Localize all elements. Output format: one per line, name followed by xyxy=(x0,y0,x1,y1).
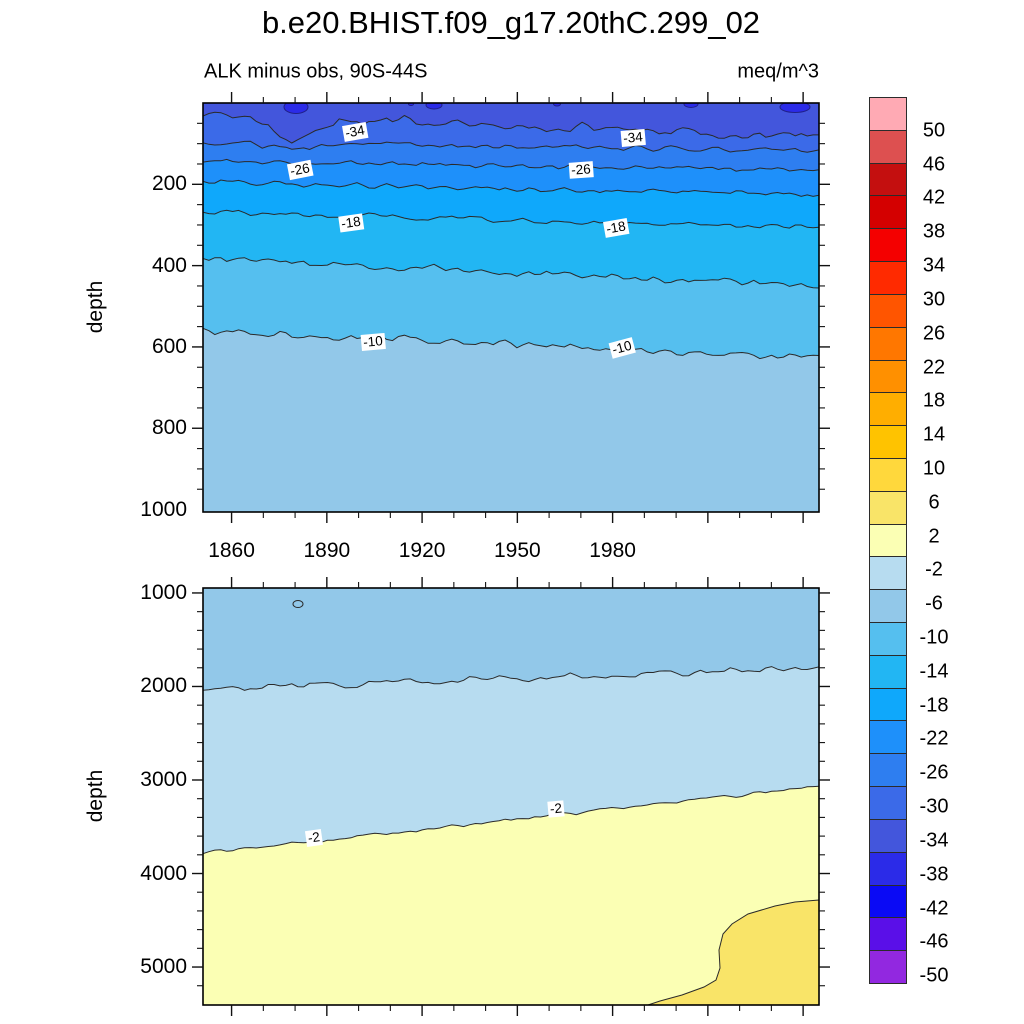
plot-title: b.e20.BHIST.f09_g17.20thC.299_02 xyxy=(261,5,761,40)
y-axis-title-upper: depth xyxy=(84,280,107,334)
colorbar-box xyxy=(869,294,907,328)
y-tick-label: 5000 xyxy=(140,955,187,979)
colorbar-label: 18 xyxy=(922,389,946,412)
colorbar-label: -14 xyxy=(919,660,949,683)
colorbar-box xyxy=(869,360,907,394)
colorbar-box xyxy=(869,195,907,229)
colorbar-label: -30 xyxy=(919,795,949,818)
colorbar-label: -50 xyxy=(919,964,949,987)
contour-label: -10 xyxy=(361,333,386,351)
colorbar-label: -46 xyxy=(919,930,949,953)
colorbar-box xyxy=(869,163,907,197)
colorbar-box xyxy=(869,524,907,558)
colorbar-box xyxy=(869,819,907,853)
y-tick-label: 1000 xyxy=(140,497,187,521)
colorbar xyxy=(869,97,907,984)
colorbar-label: 2 xyxy=(928,525,940,548)
colorbar-label: 30 xyxy=(922,288,946,311)
colorbar-label: 38 xyxy=(922,220,946,243)
x-tick-label: 1890 xyxy=(303,539,351,562)
contour-label: -2 xyxy=(547,800,564,817)
colorbar-box xyxy=(869,950,907,984)
colorbar-box xyxy=(869,622,907,656)
colorbar-label: 34 xyxy=(922,254,946,277)
colorbar-box xyxy=(869,327,907,361)
y-tick-label: 2000 xyxy=(140,674,187,698)
contour-label: -18 xyxy=(338,213,364,232)
colorbar-label: 6 xyxy=(928,491,940,514)
y-tick-label: 4000 xyxy=(140,861,187,885)
colorbar-box xyxy=(869,589,907,623)
colorbar-box xyxy=(869,491,907,525)
colorbar-label: -10 xyxy=(919,626,949,649)
colorbar-label: -42 xyxy=(919,897,949,920)
x-tick-label: 1920 xyxy=(398,539,446,562)
colorbar-box xyxy=(869,917,907,951)
contour-label: -26 xyxy=(569,161,594,179)
panel-deep-ocean xyxy=(203,588,819,1008)
contour-label: -34 xyxy=(342,122,368,142)
colorbar-label: -6 xyxy=(925,592,943,615)
contour-label: -26 xyxy=(287,160,313,180)
colorbar-box xyxy=(869,392,907,426)
y-tick-label: 3000 xyxy=(140,767,187,791)
x-tick-label: 1950 xyxy=(493,539,541,562)
colorbar-box xyxy=(869,261,907,295)
colorbar-box xyxy=(869,852,907,886)
colorbar-box xyxy=(869,130,907,164)
colorbar-box xyxy=(869,228,907,262)
colorbar-box xyxy=(869,720,907,754)
colorbar-label: -26 xyxy=(919,761,949,784)
colorbar-label: 50 xyxy=(922,119,946,142)
colorbar-label: 14 xyxy=(922,423,946,446)
y-tick-label: 800 xyxy=(151,416,187,440)
contour-label: -2 xyxy=(305,829,323,847)
colorbar-label: 42 xyxy=(922,186,946,209)
colorbar-label: -2 xyxy=(925,558,943,581)
y-tick-label: 400 xyxy=(151,253,187,277)
colorbar-label: 22 xyxy=(922,356,946,379)
colorbar-box xyxy=(869,458,907,492)
contour-label: -18 xyxy=(603,218,629,238)
colorbar-box xyxy=(869,885,907,919)
colorbar-label: -34 xyxy=(919,829,949,852)
colorbar-box xyxy=(869,655,907,689)
colorbar-box xyxy=(869,688,907,722)
colorbar-box xyxy=(869,556,907,590)
colorbar-label: -18 xyxy=(919,694,949,717)
y-tick-label: 200 xyxy=(151,172,187,196)
contour-label: -10 xyxy=(609,337,636,359)
colorbar-label: 10 xyxy=(922,457,946,480)
colorbar-label: 26 xyxy=(922,322,946,345)
colorbar-label: 46 xyxy=(922,153,946,176)
x-tick-label: 1980 xyxy=(589,539,636,562)
y-tick-label: 1000 xyxy=(140,580,187,604)
colorbar-box xyxy=(869,425,907,459)
contour-label: -34 xyxy=(621,129,646,147)
colorbar-box xyxy=(869,97,907,131)
colorbar-box xyxy=(869,786,907,820)
colorbar-label: -38 xyxy=(919,863,949,886)
y-axis-title-lower: depth xyxy=(84,769,107,823)
x-tick-label: 1860 xyxy=(208,539,255,562)
plot-subtitle: ALK minus obs, 90S-44S xyxy=(204,60,428,83)
y-tick-label: 600 xyxy=(151,334,187,358)
units-label: meq/m^3 xyxy=(737,60,819,83)
colorbar-label: -22 xyxy=(919,727,949,750)
colorbar-box xyxy=(869,753,907,787)
